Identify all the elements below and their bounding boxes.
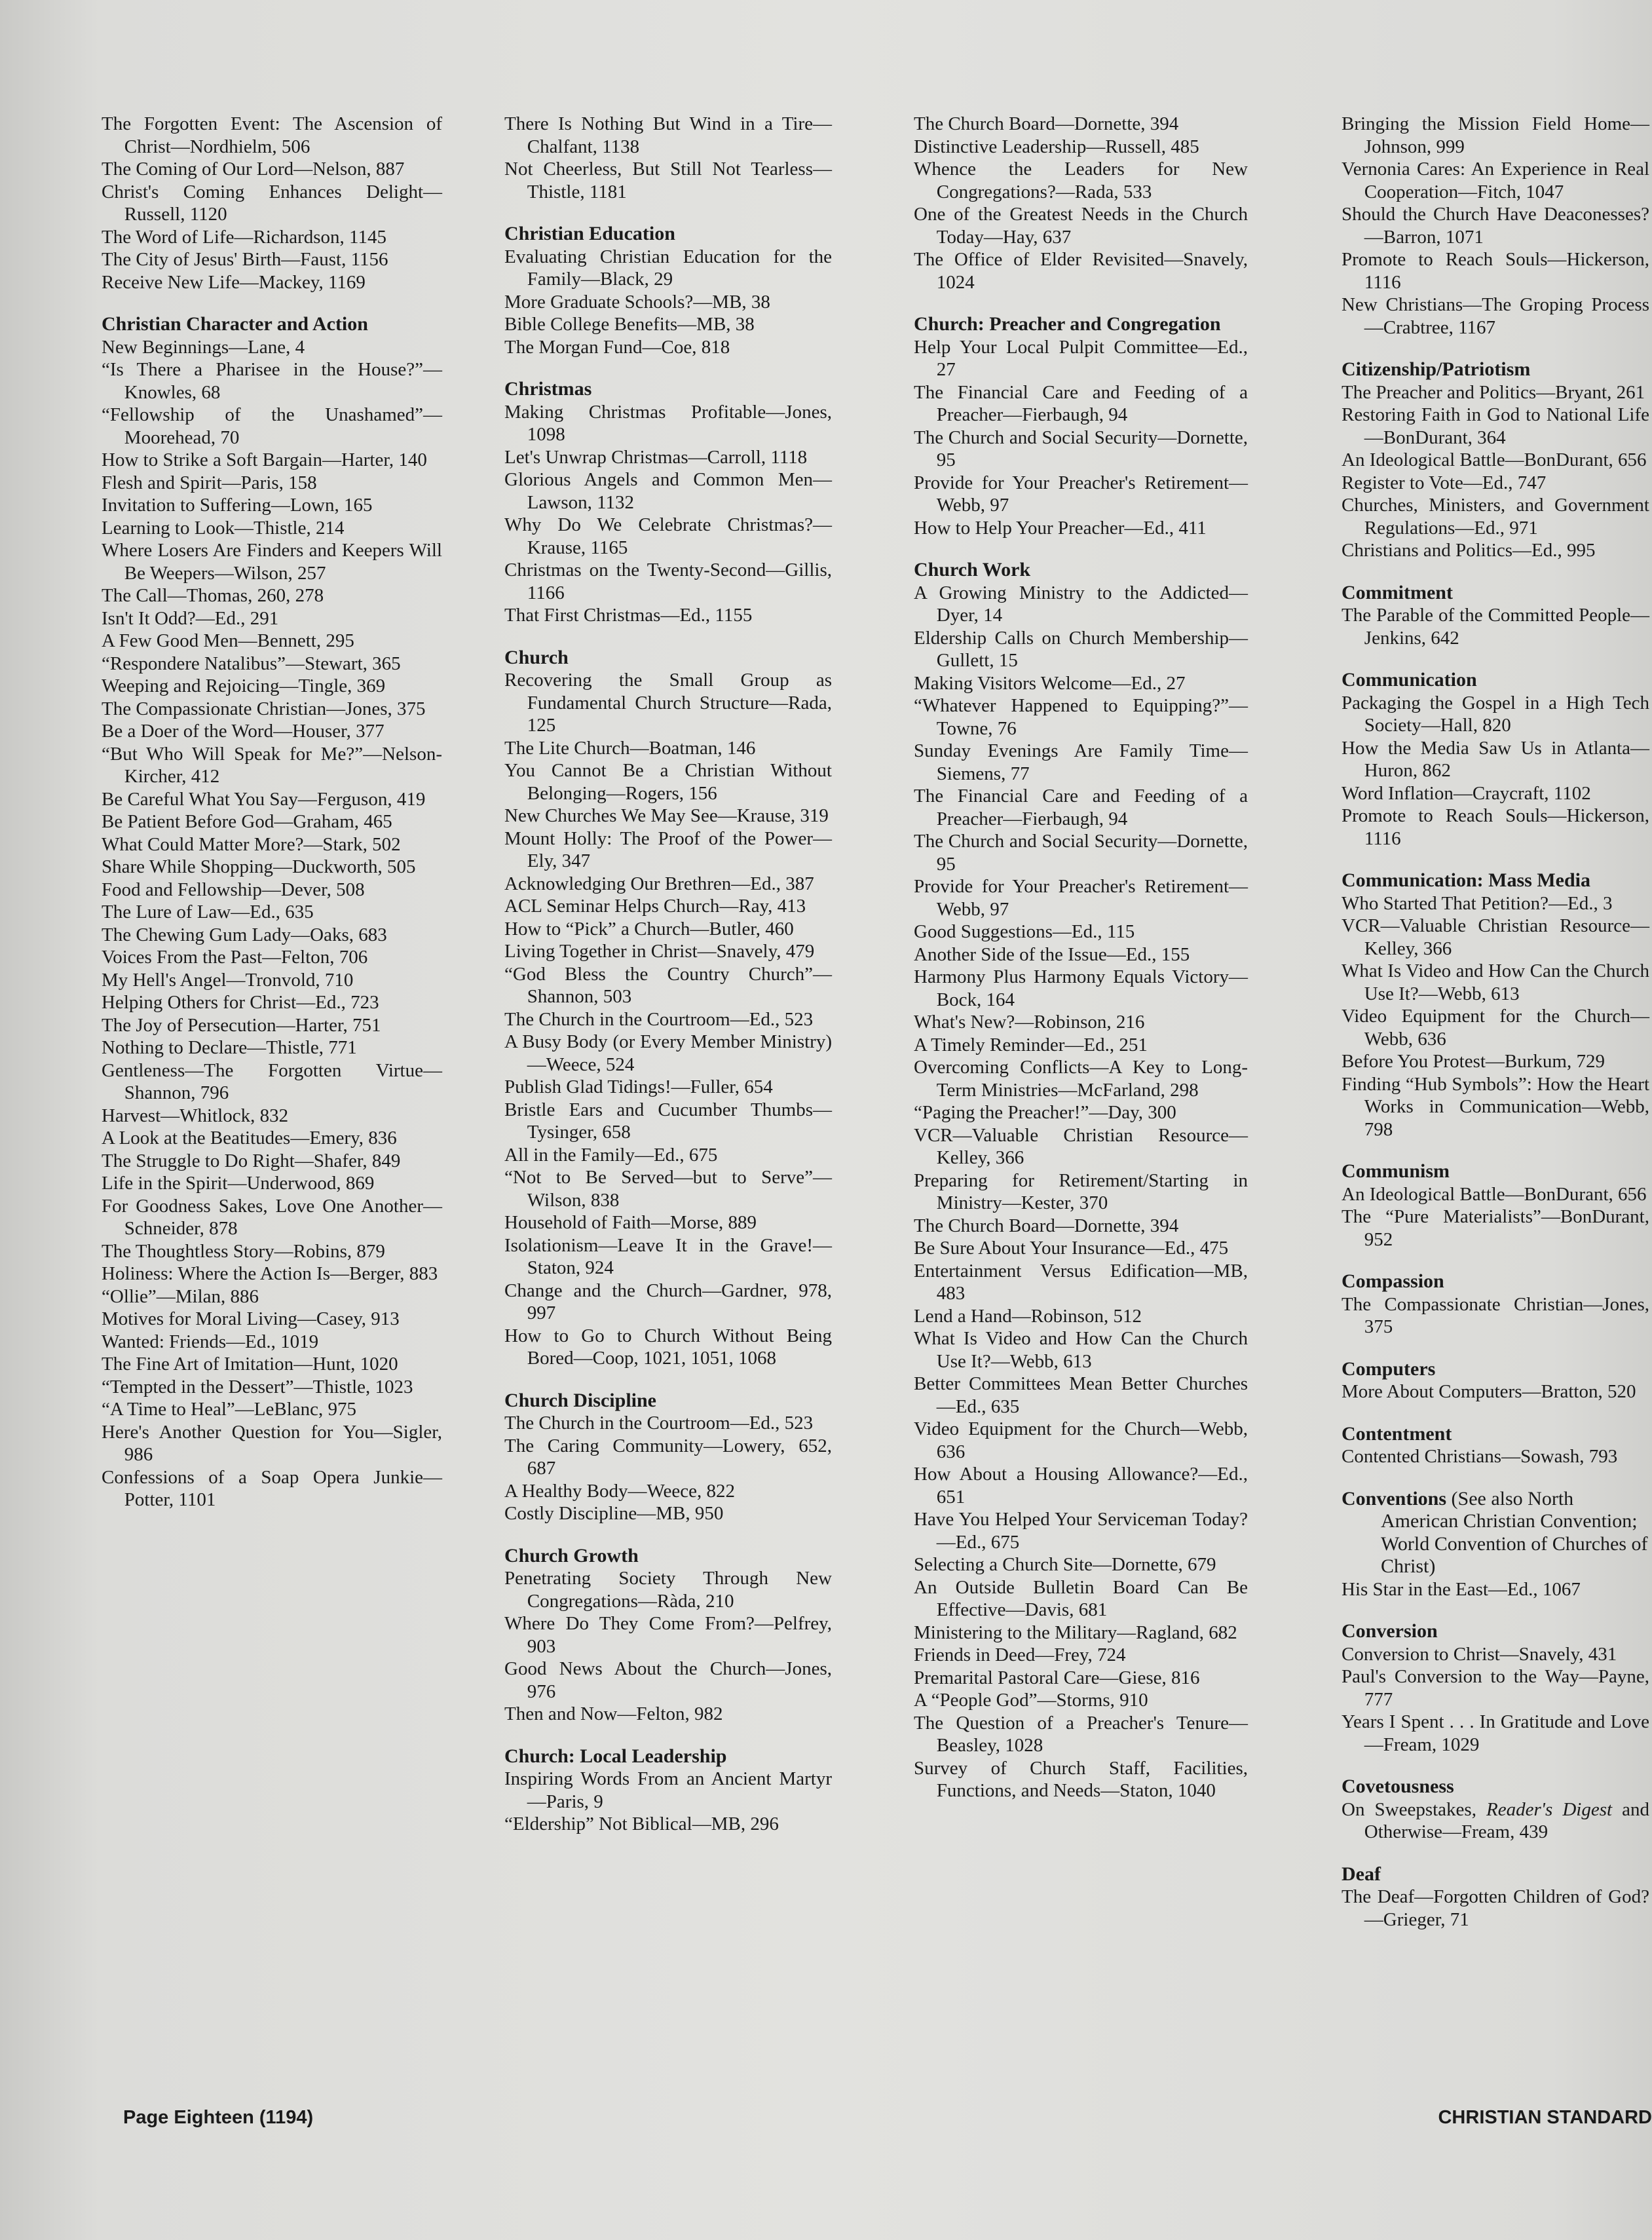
index-entry: The Thoughtless Story—Robins, 879: [102, 1240, 385, 1262]
page-number-footer: Page Eighteen (1194): [123, 2107, 314, 2128]
index-entry: Christmas on the Twenty-Second—Gillis, 1166: [504, 560, 832, 603]
section-heading-text: Church Discipline: [504, 1389, 656, 1411]
index-entry: Invitation to Suffering—Lown, 165: [102, 495, 373, 516]
index-entry: “Eldership” Not Biblical—MB, 296: [504, 1813, 779, 1834]
index-entry: Flesh and Spirit—Paris, 158: [102, 472, 317, 493]
index-section: [914, 313, 1248, 539]
index-entry: Inspiring Words From an Ancient Martyr—Paris, 9: [504, 1768, 832, 1812]
index-section: [504, 223, 832, 358]
index-entry: Churches, Ministers, and Government Regulations—Ed., 971: [1342, 495, 1649, 539]
index-entry: Years I Spent . . . In Gratitude and Love—Fream, 1029: [1342, 1711, 1649, 1755]
index-entry: Gentleness—The Forgotten Virtue—Shannon, 796: [102, 1059, 442, 1103]
index-entry: “Not to Be Served—but to Serve”—Wilson, 838: [504, 1167, 832, 1211]
index-entry: Receive New Life—Mackey, 1169: [102, 271, 366, 293]
index-entry: Before You Protest—Burkum, 729: [1342, 1051, 1605, 1072]
publication-name-footer: CHRISTIAN STANDARD: [1438, 2107, 1652, 2128]
index-entry: You Cannot Be a Christian Without Belonging—Rogers, 156: [504, 760, 832, 804]
index-entry: “Respondere Natalibus”—Stewart, 365: [102, 653, 401, 674]
section-heading: [504, 1745, 832, 1768]
section-heading-text: Compassion: [1342, 1270, 1444, 1292]
index-entry: The Chewing Gum Lady—Oaks, 683: [102, 924, 387, 945]
index-entry: Mount Holly: The Proof of the Power—Ely, 347: [504, 827, 832, 871]
index-section-continued: [1342, 113, 1649, 339]
section-heading-text: Christmas: [504, 378, 592, 400]
index-section: [914, 559, 1248, 1802]
index-entry: Selecting a Church Site—Dornette, 679: [914, 1554, 1216, 1575]
index-entry: “God Bless the Country Church”—Shannon, 503: [504, 963, 832, 1007]
index-section: [1342, 1488, 1649, 1601]
index-entry: Not Cheerless, But Still Not Tearless—Thistle, 1181: [504, 159, 832, 202]
index-entry: Provide for Your Preacher's Retirement—Webb, 97: [914, 876, 1248, 920]
index-entry: The Office of Elder Revisited—Snavely, 1024: [914, 249, 1248, 293]
index-entry: Bringing the Mission Field Home—Johnson, 999: [1342, 113, 1649, 157]
index-entry: For Goodness Sakes, Love One Another—Schneider, 878: [102, 1195, 442, 1239]
index-section: [1342, 669, 1649, 850]
index-entry: Harmony Plus Harmony Equals Victory—Bock, 164: [914, 966, 1248, 1010]
index-entry: Food and Fellowship—Dever, 508: [102, 879, 365, 900]
index-entry: Christians and Politics—Ed., 995: [1342, 540, 1596, 561]
index-entry: Word Inflation—Craycraft, 1102: [1342, 782, 1591, 804]
index-entry: How to Go to Church Without Being Bored—Coop, 1021, 1051, 1068: [504, 1325, 832, 1369]
index-entry: A Look at the Beatitudes—Emery, 836: [102, 1128, 397, 1148]
index-entry: Sunday Evenings Are Family Time—Siemens, 77: [914, 740, 1248, 784]
index-entry: Paul's Conversion to the Way—Payne, 777: [1342, 1666, 1649, 1710]
index-entry: “Is There a Pharisee in the House?”—Knowles, 68: [102, 359, 442, 403]
section-heading-text: Church: [504, 646, 569, 668]
index-entry: The Word of Life—Richardson, 1145: [102, 226, 386, 248]
index-entry: Provide for Your Preacher's Retirement—Webb, 97: [914, 472, 1248, 516]
section-heading: [504, 1390, 832, 1413]
index-section: [504, 378, 832, 627]
index-entry: Distinctive Leadership—Russell, 485: [914, 136, 1199, 157]
index-section: [1342, 1270, 1649, 1338]
index-entry: Ministering to the Military—Ragland, 682: [914, 1622, 1237, 1643]
index-entry: Whence the Leaders for New Congregations?—Rada, 533: [914, 159, 1248, 202]
index-entry: On Sweepstakes, Reader's Digest and Otherwise—Fream, 439: [1342, 1798, 1649, 1842]
index-entry: Isn't It Odd?—Ed., 291: [102, 607, 279, 629]
index-entry: Packaging the Gospel in a High Tech Society—Hall, 820: [1342, 692, 1649, 736]
index-entry: Preparing for Retirement/Starting in Ministry—Kester, 370: [914, 1169, 1248, 1213]
index-entry: The Lure of Law—Ed., 635: [102, 902, 314, 922]
index-entry: Contented Christians—Sowash, 793: [1342, 1446, 1618, 1467]
index-entry: How to “Pick” a Church—Butler, 460: [504, 918, 794, 940]
index-entry: Bristle Ears and Cucumber Thumbs—Tysinger, 658: [504, 1099, 832, 1143]
index-entry: Where Do They Come From?—Pelfrey, 903: [504, 1613, 832, 1657]
index-section: [504, 1545, 832, 1726]
section-heading-text: Covetousness: [1342, 1775, 1454, 1797]
index-entry: The Parable of the Committed People—Jenkins, 642: [1342, 605, 1649, 649]
index-entry: Be Sure About Your Insurance—Ed., 475: [914, 1238, 1229, 1259]
index-entry: More Graduate Schools?—MB, 38: [504, 291, 770, 313]
index-section: [1342, 582, 1649, 650]
index-column-1: [102, 113, 442, 1531]
section-heading-text: Deaf: [1342, 1863, 1381, 1885]
index-entry: Premarital Pastoral Care—Giese, 816: [914, 1667, 1200, 1688]
index-entry: The Church in the Courtroom—Ed., 523: [504, 1413, 814, 1433]
index-entry: VCR—Valuable Christian Resource—Kelley, 366: [1342, 915, 1649, 959]
index-entry: Publish Glad Tidings!—Fuller, 654: [504, 1076, 773, 1097]
index-entry: What Could Matter More?—Stark, 502: [102, 833, 401, 855]
index-entry: My Hell's Angel—Tronvold, 710: [102, 969, 354, 991]
section-heading-text: Computers: [1342, 1357, 1436, 1380]
index-entry: The City of Jesus' Birth—Faust, 1156: [102, 249, 388, 270]
index-entry: Eldership Calls on Church Membership—Gullett, 15: [914, 627, 1248, 671]
index-entry: Another Side of the Issue—Ed., 155: [914, 943, 1190, 965]
index-entry: The Compassionate Christian—Jones, 375: [1342, 1293, 1649, 1337]
index-entry: The Forgotten Event: The Ascension of Christ—Nordhielm, 506: [102, 113, 442, 157]
index-entry: One of the Greatest Needs in the Church Today—Hay, 637: [914, 204, 1248, 248]
index-entry: Christ's Coming Enhances Delight—Russell, 1120: [102, 181, 442, 225]
index-entry: New Christians—The Groping Process—Crabtree, 1167: [1342, 294, 1649, 338]
index-entry: Entertainment Versus Edification—MB, 483: [914, 1260, 1248, 1304]
index-entry: The Fine Art of Imitation—Hunt, 1020: [102, 1354, 398, 1375]
section-heading-text: Church Work: [914, 559, 1031, 580]
index-entry: “A Time to Heal”—LeBlanc, 975: [102, 1399, 357, 1420]
index-entry: The Struggle to Do Right—Shafer, 849: [102, 1150, 401, 1171]
index-entry: ACL Seminar Helps Church—Ray, 413: [504, 896, 806, 917]
index-entry: Lend a Hand—Robinson, 512: [914, 1305, 1142, 1327]
index-entry: The Preacher and Politics—Bryant, 261: [1342, 381, 1645, 403]
index-entry: Restoring Faith in God to National Life—BonDurant, 364: [1342, 404, 1649, 448]
index-entry: New Churches We May See—Krause, 319: [504, 805, 829, 826]
index-section: [504, 1390, 832, 1525]
index-entry: What Is Video and How Can the Church Use It?—Webb, 613: [1342, 960, 1649, 1004]
index-entry: Better Committees Mean Better Churches—Ed., 635: [914, 1373, 1248, 1417]
index-entry: More About Computers—Bratton, 520: [1342, 1381, 1636, 1402]
index-entry: Share While Shopping—Duckworth, 505: [102, 856, 416, 877]
index-section: [504, 647, 832, 1370]
index-entry: All in the Family—Ed., 675: [504, 1144, 718, 1166]
section-heading-text: Communication: Mass Media: [1342, 869, 1590, 891]
index-entry: How to Strike a Soft Bargain—Harter, 140: [102, 449, 427, 470]
index-entry: Conversion to Christ—Snavely, 431: [1342, 1643, 1617, 1665]
index-entry: Finding “Hub Symbols”: How the Heart Works in Communication—Webb, 798: [1342, 1073, 1649, 1140]
index-entry: Help Your Local Pulpit Committee—Ed., 27: [914, 336, 1248, 380]
index-entry: Weeping and Rejoicing—Tingle, 369: [102, 675, 386, 696]
index-entry: An Ideological Battle—BonDurant, 656: [1342, 449, 1647, 470]
index-entry: What's New?—Robinson, 216: [914, 1012, 1145, 1033]
index-entry: The Financial Care and Feeding of a Preacher—Fierbaugh, 94: [914, 786, 1248, 829]
section-heading-text: Communication: [1342, 669, 1477, 691]
section-heading-text: Church Growth: [504, 1544, 639, 1566]
index-entry: The Deaf—Forgotten Children of God?—Grieger, 71: [1342, 1886, 1649, 1930]
index-entry: Confessions of a Soap Opera Junkie—Potter, 1101: [102, 1466, 442, 1510]
index-entry: Costly Discipline—MB, 950: [504, 1503, 724, 1524]
index-entry: Video Equipment for the Church—Webb, 636: [914, 1418, 1248, 1462]
index-entry: Have You Helped Your Serviceman Today?—Ed., 675: [914, 1509, 1248, 1553]
index-entry: A Healthy Body—Weece, 822: [504, 1480, 736, 1502]
index-entry: Register to Vote—Ed., 747: [1342, 472, 1547, 493]
section-heading-text: Church: Local Leadership: [504, 1745, 727, 1767]
index-section: [1342, 1358, 1649, 1403]
index-entry: “Tempted in the Dessert”—Thistle, 1023: [102, 1376, 413, 1397]
index-entry: The “Pure Materialists”—BonDurant, 952: [1342, 1206, 1649, 1250]
section-heading-text: Church: Preacher and Congregation: [914, 313, 1221, 335]
index-entry: Should the Church Have Deaconesses?—Barron, 1071: [1342, 204, 1649, 248]
index-entry: Overcoming Conflicts—A Key to Long-Term Ministries—McFarland, 298: [914, 1057, 1248, 1101]
section-heading: [1342, 869, 1649, 892]
index-entry: How the Media Saw Us in Atlanta—Huron, 862: [1342, 737, 1649, 781]
index-entry: The Church in the Courtroom—Ed., 523: [504, 1008, 814, 1030]
index-entry: Learning to Look—Thistle, 214: [102, 517, 345, 539]
index-section-continued: [914, 113, 1248, 294]
section-heading: [1342, 1423, 1649, 1446]
index-entry: “Fellowship of the Unashamed”—Moorehead, 70: [102, 404, 442, 448]
index-entry: “Whatever Happened to Equipping?”—Towne, 76: [914, 695, 1248, 739]
index-entry: Where Losers Are Finders and Keepers Will Be Weepers—Wilson, 257: [102, 540, 442, 584]
index-entry: Recovering the Small Group as Fundamental Church Structure—Rada, 125: [504, 670, 832, 736]
index-entry: Then and Now—Felton, 982: [504, 1703, 723, 1724]
index-section: [1342, 1423, 1649, 1468]
index-section: [102, 313, 442, 1511]
index-section: [1342, 869, 1649, 1141]
index-entry: A “People God”—Storms, 910: [914, 1690, 1148, 1711]
index-entry: Video Equipment for the Church—Webb, 636: [1342, 1006, 1649, 1050]
index-entry: The Financial Care and Feeding of a Preacher—Fierbaugh, 94: [914, 381, 1248, 425]
section-heading: [504, 647, 832, 670]
index-entry: Good Suggestions—Ed., 115: [914, 921, 1135, 942]
index-entry: Change and the Church—Gardner, 978, 997: [504, 1280, 832, 1323]
index-entry: Vernonia Cares: An Experience in Real Cooperation—Fitch, 1047: [1342, 159, 1649, 202]
index-entry: Living Together in Christ—Snavely, 479: [504, 941, 815, 962]
index-section-continued: [504, 113, 832, 203]
section-heading: [1342, 1160, 1649, 1183]
index-entry: Here's Another Question for You—Sigler, 986: [102, 1421, 442, 1465]
section-heading: [1342, 669, 1649, 692]
index-column-2: [504, 113, 832, 1855]
index-entry: The Church Board—Dornette, 394: [914, 113, 1179, 134]
section-heading: [1342, 1863, 1649, 1886]
section-heading-text: Conventions: [1342, 1487, 1447, 1509]
index-entry: The Coming of Our Lord—Nelson, 887: [102, 159, 405, 180]
index-entry: Glorious Angels and Common Men—Lawson, 1132: [504, 469, 832, 513]
index-entry: How About a Housing Allowance?—Ed., 651: [914, 1464, 1248, 1508]
index-entry: How to Help Your Preacher—Ed., 411: [914, 517, 1207, 539]
section-heading-text: Commitment: [1342, 581, 1453, 603]
index-entry: That First Christmas—Ed., 1155: [504, 605, 753, 626]
index-entry: Nothing to Declare—Thistle, 771: [102, 1037, 357, 1058]
section-heading-text: Christian Education: [504, 223, 675, 244]
index-entry: Evaluating Christian Education for the Family—Black, 29: [504, 246, 832, 290]
index-entry: Wanted: Friends—Ed., 1019: [102, 1331, 319, 1352]
section-heading: [914, 559, 1248, 582]
index-entry: Making Christmas Profitable—Jones, 1098: [504, 401, 832, 445]
section-heading: [504, 223, 832, 246]
index-entry: Making Visitors Welcome—Ed., 27: [914, 672, 1186, 694]
index-entry: Promote to Reach Souls—Hickerson, 1116: [1342, 805, 1649, 849]
index-entry: An Outside Bulletin Board Can Be Effective—Davis, 681: [914, 1576, 1248, 1620]
index-section: [1342, 1863, 1649, 1931]
index-entry: Good News About the Church—Jones, 976: [504, 1658, 832, 1702]
section-heading: [1342, 1488, 1649, 1578]
section-heading: [102, 313, 442, 336]
section-heading-text: Conversion: [1342, 1620, 1438, 1642]
index-entry: The Church and Social Security—Dornette, 95: [914, 831, 1248, 875]
index-section: [1342, 358, 1649, 562]
index-entry: The Church Board—Dornette, 394: [914, 1215, 1179, 1236]
index-entry: VCR—Valuable Christian Resource—Kelley, 366: [914, 1124, 1248, 1168]
index-entry: Bible College Benefits—MB, 38: [504, 314, 755, 335]
index-entry: Survey of Church Staff, Facilities, Functions, and Needs—Staton, 1040: [914, 1757, 1248, 1801]
section-heading: [1342, 582, 1649, 605]
section-heading: [914, 313, 1248, 336]
index-entry: The Lite Church—Boatman, 146: [504, 737, 756, 759]
section-heading-text: Communism: [1342, 1160, 1450, 1182]
index-entry: Be Patient Before God—Graham, 465: [102, 811, 392, 832]
index-entry: Life in the Spirit—Underwood, 869: [102, 1173, 375, 1194]
index-section: [504, 1745, 832, 1836]
index-entry: Let's Unwrap Christmas—Carroll, 1118: [504, 446, 808, 468]
index-entry: An Ideological Battle—BonDurant, 656: [1342, 1183, 1647, 1205]
index-entry: Why Do We Celebrate Christmas?—Krause, 1165: [504, 514, 832, 558]
index-entry: Promote to Reach Souls—Hickerson, 1116: [1342, 249, 1649, 293]
section-heading-text: Contentment: [1342, 1422, 1452, 1445]
index-entry: New Beginnings—Lane, 4: [102, 336, 305, 358]
section-heading: [1342, 1358, 1649, 1381]
index-entry: Helping Others for Christ—Ed., 723: [102, 992, 379, 1013]
index-entry: What Is Video and How Can the Church Use It?—Webb, 613: [914, 1328, 1248, 1372]
index-section-continued: [102, 113, 442, 294]
section-heading: [1342, 1620, 1649, 1643]
index-entry: “But Who Will Speak for Me?”—Nelson-Kircher, 412: [102, 743, 442, 787]
index-entry: Acknowledging Our Brethren—Ed., 387: [504, 873, 814, 894]
index-entry: Be Careful What You Say—Ferguson, 419: [102, 788, 426, 810]
index-entry: The Morgan Fund—Coe, 818: [504, 336, 730, 358]
index-entry: A Busy Body (or Every Member Ministry)—Weece, 524: [504, 1031, 832, 1075]
index-entry: Voices From the Past—Felton, 706: [102, 947, 368, 968]
index-entry: The Caring Community—Lowery, 652, 687: [504, 1435, 832, 1479]
index-entry: The Joy of Persecution—Harter, 751: [102, 1014, 381, 1036]
index-entry: Household of Faith—Morse, 889: [504, 1212, 757, 1233]
index-column-3: [914, 113, 1248, 1822]
section-heading-text: Citizenship/Patriotism: [1342, 358, 1531, 380]
index-entry: Friends in Deed—Frey, 724: [914, 1644, 1126, 1665]
index-entry: “Paging the Preacher!”—Day, 300: [914, 1102, 1176, 1123]
index-entry: Holiness: Where the Action Is—Berger, 883: [102, 1263, 438, 1284]
index-entry: Isolationism—Leave It in the Grave!—Staton, 924: [504, 1234, 832, 1278]
section-heading: [1342, 1775, 1649, 1798]
index-entry: “Ollie”—Milan, 886: [102, 1285, 259, 1307]
index-entry: The Church and Social Security—Dornette, 95: [914, 427, 1248, 470]
index-entry: There Is Nothing But Wind in a Tire—Chalfant, 1138: [504, 113, 832, 157]
section-heading-note: (See also North American Christian Convention; World Convention of Churches of Christ): [1381, 1487, 1648, 1577]
index-section: [1342, 1775, 1649, 1844]
section-heading: [504, 1545, 832, 1568]
section-heading: [1342, 358, 1649, 381]
section-heading-text: Christian Character and Action: [102, 313, 368, 335]
index-section: [1342, 1620, 1649, 1756]
index-entry: A Growing Ministry to the Addicted—Dyer, 14: [914, 582, 1248, 626]
index-entry: The Call—Thomas, 260, 278: [102, 585, 324, 606]
index-entry: A Timely Reminder—Ed., 251: [914, 1034, 1148, 1055]
index-section: [1342, 1160, 1649, 1251]
index-entry: Motives for Moral Living—Casey, 913: [102, 1308, 400, 1329]
index-entry: His Star in the East—Ed., 1067: [1342, 1578, 1581, 1600]
index-entry: Be a Doer of the Word—Houser, 377: [102, 721, 385, 742]
index-entry: A Few Good Men—Bennett, 295: [102, 630, 354, 651]
index-entry: Who Started That Petition?—Ed., 3: [1342, 892, 1613, 914]
index-entry: Penetrating Society Through New Congregations—Ràda, 210: [504, 1568, 832, 1612]
index-entry: The Question of a Preacher's Tenure—Beasley, 1028: [914, 1712, 1248, 1756]
section-heading: [504, 378, 832, 401]
section-heading: [1342, 1270, 1649, 1293]
index-column-4: [1342, 113, 1649, 1950]
index-entry: Harvest—Whitlock, 832: [102, 1105, 289, 1126]
index-entry: The Compassionate Christian—Jones, 375: [102, 698, 426, 719]
